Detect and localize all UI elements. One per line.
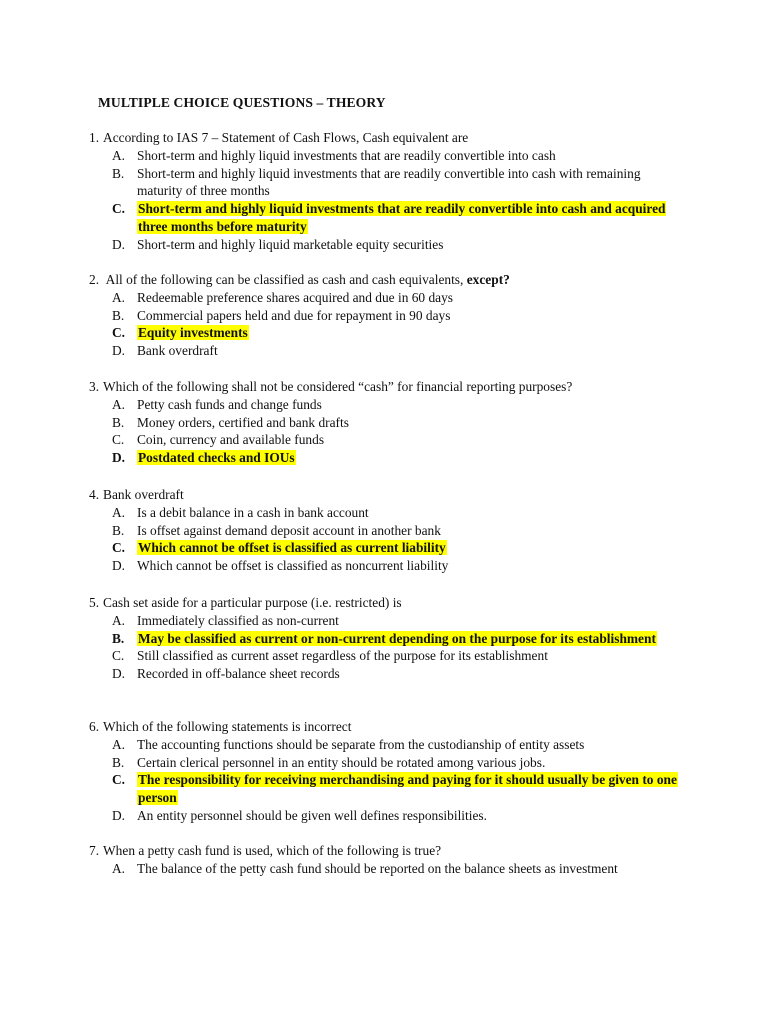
option-correct-answer xyxy=(89,771,689,807)
option-text-container xyxy=(137,236,677,254)
option-text-container xyxy=(137,431,677,449)
option-letter: A. xyxy=(112,504,126,520)
option xyxy=(89,165,689,201)
option xyxy=(89,557,689,575)
option-text: Commercial papers held and due for repayment in 90 days xyxy=(137,307,451,323)
question-text: Which of the following statements is incorrect xyxy=(103,719,352,734)
option-list xyxy=(89,504,689,575)
option-letter: A. xyxy=(112,860,126,876)
option-text: Immediately classified as non-current xyxy=(137,612,339,628)
option-list xyxy=(89,736,689,825)
option-text-container xyxy=(137,414,677,432)
option xyxy=(89,860,689,878)
option-letter: B. xyxy=(112,414,125,430)
option-letter: B. xyxy=(112,630,125,646)
option-text-container xyxy=(137,165,677,201)
option-letter: C. xyxy=(112,772,126,788)
option-text-container xyxy=(137,630,677,648)
question-4 xyxy=(89,486,689,575)
option-letter: D. xyxy=(112,450,126,466)
option-text-container xyxy=(137,307,677,325)
question-number: 1. xyxy=(89,130,100,145)
option-text-container xyxy=(137,557,677,575)
option-text-container xyxy=(137,736,677,754)
option-text-container xyxy=(137,522,677,540)
option-letter: B. xyxy=(112,754,125,770)
option-letter: B. xyxy=(112,165,125,181)
option-letter: A. xyxy=(112,289,126,305)
option-list xyxy=(89,147,689,254)
question-7 xyxy=(89,842,689,878)
option-letter: C. xyxy=(112,325,126,341)
option-list xyxy=(89,612,689,683)
option-list xyxy=(89,860,689,878)
option-text: Short-term and highly liquid investments that are readily convertible into cash with remaining maturity of three months xyxy=(137,165,641,199)
option-text: Money orders, certified and bank drafts xyxy=(137,414,349,430)
option xyxy=(89,504,689,522)
highlighted-answer-text: The responsibility for receiving merchandising and paying for it should usually be given to one person xyxy=(138,772,677,806)
option-text-container xyxy=(137,647,677,665)
highlighted-answer-text: Postdated checks and IOUs xyxy=(138,450,295,466)
option-letter: A. xyxy=(112,612,126,628)
option xyxy=(89,147,689,165)
question-number: 2. xyxy=(89,272,100,287)
option-text-container xyxy=(137,396,677,414)
option-text: Which cannot be offset is classified as noncurrent liability xyxy=(137,558,449,574)
option-letter: D. xyxy=(112,807,126,823)
option-correct-answer xyxy=(89,200,689,236)
question-number: 7. xyxy=(89,843,100,858)
option xyxy=(89,307,689,325)
option-letter: C. xyxy=(112,432,125,448)
option-text: Is offset against demand deposit account in another bank xyxy=(137,522,441,538)
option xyxy=(89,396,689,414)
question-stem xyxy=(89,378,689,396)
question-number: 4. xyxy=(89,487,100,502)
highlighted-answer-text: Equity investments xyxy=(138,325,248,341)
option xyxy=(89,289,689,307)
question-stem xyxy=(89,718,689,736)
question-stem xyxy=(89,842,689,860)
option-list xyxy=(89,289,689,360)
option-text: Certain clerical personnel in an entity should be rotated among various jobs. xyxy=(137,754,546,770)
option xyxy=(89,522,689,540)
option-text-container xyxy=(137,771,677,807)
option-letter: C. xyxy=(112,201,126,217)
question-number: 3. xyxy=(89,379,100,394)
question-text-emphasis: except? xyxy=(466,272,510,287)
option-text-container xyxy=(137,342,677,360)
highlighted-answer-text: May be classified as current or non-current depending on the purpose for its establishment xyxy=(138,630,656,646)
option xyxy=(89,414,689,432)
option xyxy=(89,236,689,254)
option-text: Coin, currency and available funds xyxy=(137,432,325,448)
question-2 xyxy=(89,271,689,360)
question-stem xyxy=(89,594,689,612)
option-text-container xyxy=(137,807,677,825)
option xyxy=(89,342,689,360)
question-text: Cash set aside for a particular purpose (i.e. restricted) is xyxy=(103,595,402,610)
option-text-container xyxy=(137,504,677,522)
option xyxy=(89,647,689,665)
option-letter: A. xyxy=(112,736,126,752)
option-text: Recorded in off-balance sheet records xyxy=(137,666,340,682)
option-letter: C. xyxy=(112,540,126,556)
option-letter: B. xyxy=(112,522,125,538)
option-letter: D. xyxy=(112,666,126,682)
question-stem xyxy=(89,129,689,147)
question-number: 6. xyxy=(89,719,100,734)
option-text-container xyxy=(137,449,677,467)
option xyxy=(89,736,689,754)
highlighted-answer-text: Short-term and highly liquid investments that are readily convertible into cash and acquired three months before maturity xyxy=(138,201,666,234)
option-text: Petty cash funds and change funds xyxy=(137,396,322,412)
option-letter: D. xyxy=(112,236,126,252)
question-5 xyxy=(89,594,689,683)
option-correct-answer xyxy=(89,539,689,557)
option-list xyxy=(89,396,689,467)
option-text-container xyxy=(137,612,677,630)
option-text: The accounting functions should be separate from the custodianship of entity assets xyxy=(137,736,585,752)
option xyxy=(89,612,689,630)
option xyxy=(89,665,689,683)
option-text-container xyxy=(137,147,677,165)
option-text-container xyxy=(137,200,677,236)
option-text-container xyxy=(137,665,677,683)
option-text: Redeemable preference shares acquired and due in 60 days xyxy=(137,289,454,305)
option xyxy=(89,431,689,449)
option-text: An entity personnel should be given well defines responsibilities. xyxy=(137,807,487,823)
option-letter: D. xyxy=(112,343,126,359)
option-text: The balance of the petty cash fund should be reported on the balance sheets as investment xyxy=(137,860,618,876)
option-text: Is a debit balance in a cash in bank account xyxy=(137,504,369,520)
question-number: 5. xyxy=(89,595,100,610)
option-letter: C. xyxy=(112,648,125,664)
question-6 xyxy=(89,718,689,825)
option xyxy=(89,754,689,772)
option-text-container xyxy=(137,860,677,878)
highlighted-answer-text: Which cannot be offset is classified as current liability xyxy=(138,540,446,556)
question-3 xyxy=(89,378,689,467)
option-letter: D. xyxy=(112,558,126,574)
option-correct-answer xyxy=(89,449,689,467)
option-letter: A. xyxy=(112,396,126,412)
option-text-container xyxy=(137,754,677,772)
question-stem xyxy=(89,271,689,289)
question-text: All of the following can be classified as cash and cash equivalents, xyxy=(103,272,467,287)
option-text: Still classified as current asset regardless of the purpose for its establishment xyxy=(137,648,548,664)
option-text-container xyxy=(137,289,677,307)
option-text-container xyxy=(137,324,677,342)
option-text: Short-term and highly liquid investments that are readily convertible into cash xyxy=(137,147,556,163)
option-letter: A. xyxy=(112,147,126,163)
question-text: Which of the following shall not be considered “cash” for financial reporting purposes? xyxy=(103,379,573,394)
question-stem xyxy=(89,486,689,504)
question-text: Bank overdraft xyxy=(103,487,184,502)
option-correct-answer xyxy=(89,324,689,342)
question-text: According to IAS 7 – Statement of Cash Flows, Cash equivalent are xyxy=(103,130,469,145)
option xyxy=(89,807,689,825)
option-text: Short-term and highly liquid marketable equity securities xyxy=(137,236,444,252)
option-correct-answer xyxy=(89,630,689,648)
option-text: Bank overdraft xyxy=(137,343,218,359)
page-title: MULTIPLE CHOICE QUESTIONS – THEORY xyxy=(98,95,386,110)
question-text: When a petty cash fund is used, which of the following is true? xyxy=(103,843,442,858)
option-text-container xyxy=(137,539,677,557)
question-1 xyxy=(89,129,689,254)
option-letter: B. xyxy=(112,307,125,323)
